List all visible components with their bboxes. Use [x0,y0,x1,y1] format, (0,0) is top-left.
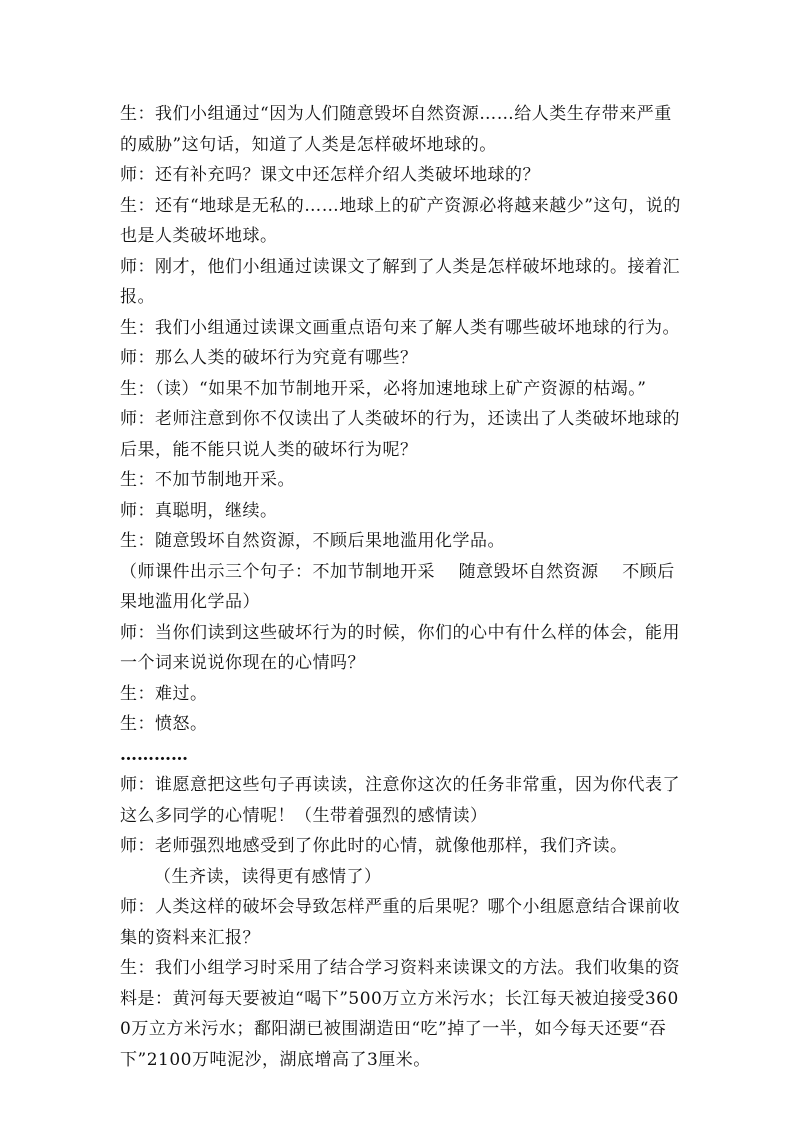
paragraph: 师：还有补充吗？课文中还怎样介绍人类破坏地球的？ [120,165,540,185]
paragraph: 生：愤怒。 [120,714,208,734]
paragraph: 师：谁愿意把这些句子再读读，注意你这次的任务非常重，因为你代表了这么多同学的心情呢！（生带着强烈的感情读） [120,775,680,826]
paragraph: 师：真聪明，继续。 [120,500,278,521]
paragraph: 师：当你们读到这些破坏行为的时候，你们的心中有什么样的体会，能用一个词来说说你现在的心情吗？ [120,622,680,673]
paragraph: 生：我们小组通过读课文画重点语句来了解人类有哪些破坏地球的行为。 [120,317,680,338]
paragraph: 师：刚才，他们小组通过读课文了解到了人类是怎样破坏地球的。接着汇报。 [120,256,680,307]
paragraph: 生：还有“地球是无私的……地球上的矿产资源必将越来越少”这句，说的也是人类破坏地球。 [120,195,681,246]
paragraph: 生：（读）“如果不加节制地开采，必将加速地球上矿产资源的枯竭。” [120,378,647,399]
stage-direction: （师课件出示三个句子：不加节制地开采 随意毁坏自然资源 不顾后果地滥用化学品） [120,561,675,612]
paragraph: 师：老师注意到你不仅读出了人类破坏的行为，还读出了人类破坏地球的后果，能不能只说人类的破坏行为呢？ [120,409,680,460]
paragraph: 生：我们小组学习时采用了结合学习资料来读课文的方法。我们收集的资料是：黄河每天要被迫“喝下”500万立方米污水；长江每天被迫接受3600万立方米污水；鄱阳湖已被围湖造田“吃”掉了一半，如今每天还要“吞下”2100万吨泥沙，湖底增高了3厘米。 [120,958,680,1070]
paragraph: 师：人类这样的破坏会导致怎样严重的后果呢？哪个小组愿意结合课前收集的资料来汇报？ [120,897,680,948]
paragraph: 生：不加节制地开采。 [120,470,295,490]
document-body [120,99,682,1075]
paragraph: 师：那么人类的破坏行为究竟有哪些？ [120,348,418,368]
stage-direction: （生齐读，读得更有感情了） [154,866,382,887]
paragraph: 师：老师强烈地感受到了你此时的心情，就像他那样，我们齐读。 [120,836,628,856]
paragraph: 生：我们小组通过“因为人们随意毁坏自然资源……给人类生存带来严重的威胁”这句话，知道了人类是怎样破坏地球的。 [120,104,672,155]
paragraph: 生：随意毁坏自然资源，不顾后果地滥用化学品。 [120,531,505,551]
ellipsis-separator: ………… [120,744,188,765]
paragraph: 生：难过。 [120,683,208,704]
